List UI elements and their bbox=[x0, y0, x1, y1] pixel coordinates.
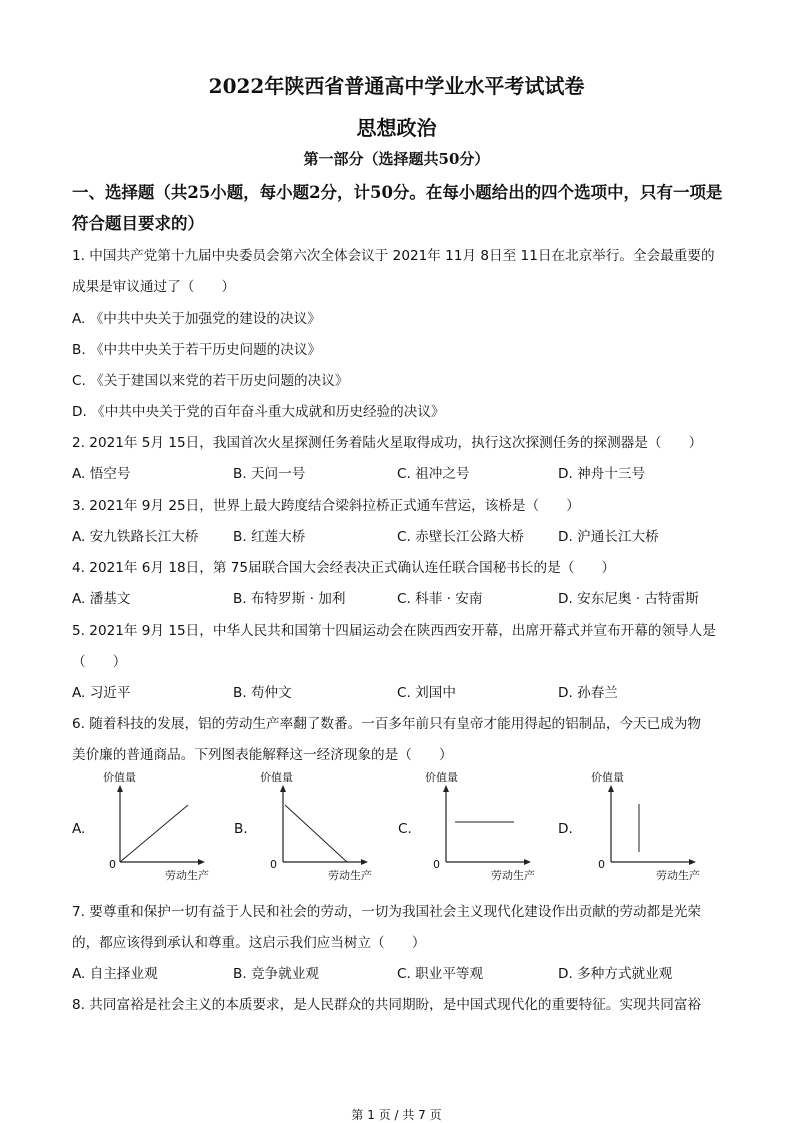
question-2-option-a: A. 悟空号 bbox=[72, 466, 131, 482]
x-axis-arrow-icon bbox=[524, 859, 531, 865]
exam-title: 2022年陕西省普通高中学业水平考试试卷 bbox=[208, 74, 585, 98]
question-3-option-c: C. 赤壁长江公路大桥 bbox=[397, 529, 524, 545]
x-axis-arrow-icon bbox=[198, 859, 205, 865]
section-heading: 一、选择题（共25小题，每小题2分，计50分。在每小题给出的四个选项中，只有一项是 bbox=[72, 183, 723, 202]
x-axis-arrow-icon bbox=[361, 859, 368, 865]
question-5-option-a: A. 习近平 bbox=[72, 685, 131, 701]
y-axis-label: 价值量 bbox=[425, 771, 458, 784]
question-6-option-c: C. bbox=[398, 821, 412, 837]
question-8-stem: 8. 共同富裕是社会主义的本质要求，是人民群众的共同期盼，是中国式现代化的重要特征。实现共同富裕 bbox=[72, 997, 702, 1013]
question-2-stem: 2. 2021年 5月 15日，我国首次火星探测任务着陆火星取得成功，执行这次探测任务的探测器是（ ） bbox=[72, 435, 703, 451]
question-7-option-b: B. 竞争就业观 bbox=[233, 966, 319, 982]
question-4-option-d: D. 安东尼奥 · 古特雷斯 bbox=[558, 591, 699, 607]
y-axis-arrow-icon bbox=[608, 785, 614, 792]
question-5-option-b: B. 苟仲文 bbox=[233, 685, 292, 701]
y-axis-label: 价值量 bbox=[103, 771, 136, 784]
question-5-stem-cont: （ ） bbox=[72, 654, 127, 670]
question-3-option-d: D. 沪通长江大桥 bbox=[558, 529, 659, 545]
question-1-option-d: D. 《中共中央关于党的百年奋斗重大成就和历史经验的决议》 bbox=[72, 404, 445, 420]
question-7-stem: 7. 要尊重和保护一切有益于人民和社会的劳动，一切为我国社会主义现代化建设作出贡献的劳动都是光荣 bbox=[72, 904, 702, 920]
question-4-option-b: B. 布特罗斯 · 加利 bbox=[233, 591, 346, 607]
y-axis-arrow-icon bbox=[117, 785, 123, 792]
question-3-stem: 3. 2021年 9月 25日，世界上最大跨度结合梁斜拉桥正式通车营运，该桥是（ ） bbox=[72, 498, 580, 514]
y-axis-label: 价值量 bbox=[591, 771, 624, 784]
question-5-option-c: C. 刘国中 bbox=[397, 685, 456, 701]
x-axis-label: 劳动生产 bbox=[328, 869, 372, 882]
y-axis-arrow-icon bbox=[443, 785, 449, 792]
section-heading-cont: 符合题目要求的） bbox=[72, 214, 204, 233]
question-1-option-c: C. 《关于建国以来党的若干历史问题的决议》 bbox=[72, 373, 349, 389]
question-7-stem-cont: 的，都应该得到承认和尊重。这启示我们应当树立（ ） bbox=[72, 935, 426, 951]
chart-b bbox=[260, 771, 418, 885]
chart-a bbox=[103, 771, 255, 885]
question-6-stem-cont: 美价廉的普通商品。下列图表能解释这一经济现象的是（ ） bbox=[72, 747, 453, 763]
subject-title: 思想政治 bbox=[356, 116, 437, 140]
origin-label: 0 bbox=[109, 858, 116, 871]
question-5-stem: 5. 2021年 9月 15日，中华人民共和国第十四届运动会在陕西西安开幕，出席开幕式并宣布开幕的领导人是 bbox=[72, 623, 716, 639]
y-axis-arrow-icon bbox=[280, 785, 286, 792]
chart-d bbox=[591, 771, 746, 885]
x-axis-label: 劳动生产 bbox=[165, 869, 209, 882]
question-1-stem-cont: 成果是审议通过了（ ） bbox=[72, 279, 236, 295]
origin-label: 0 bbox=[433, 858, 440, 871]
part-heading: 第一部分（选择题共50分） bbox=[303, 150, 490, 168]
page-number: 第 1 页 / 共 7 页 bbox=[351, 1108, 442, 1122]
question-7-option-d: D. 多种方式就业观 bbox=[558, 966, 673, 982]
question-4-option-a: A. 潘基文 bbox=[72, 591, 131, 607]
question-1-option-b: B. 《中共中央关于若干历史问题的决议》 bbox=[72, 342, 322, 358]
question-4-stem: 4. 2021年 6月 18日，第 75届联合国大会经表决正式确认连任联合国秘书长的是（ ） bbox=[72, 560, 616, 576]
question-2-option-c: C. 祖冲之号 bbox=[397, 466, 470, 482]
falling-line bbox=[285, 805, 347, 862]
rising-line bbox=[120, 805, 188, 862]
x-axis-label: 劳动生产 bbox=[491, 869, 535, 882]
question-1-stem: 1. 中国共产党第十九届中央委员会第六次全体会议于 2021年 11月 8日至 11日在北京举行。全会最重要的 bbox=[72, 248, 715, 264]
x-axis-label: 劳动生产 bbox=[656, 869, 700, 882]
question-5-option-d: D. 孙春兰 bbox=[558, 685, 618, 701]
question-3-option-b: B. 红莲大桥 bbox=[233, 529, 306, 545]
origin-label: 0 bbox=[598, 858, 605, 871]
question-7-option-a: A. 自主择业观 bbox=[72, 966, 158, 982]
question-6-option-b: B. bbox=[234, 821, 248, 837]
question-7-option-c: C. 职业平等观 bbox=[397, 966, 484, 982]
chart-c bbox=[425, 771, 581, 885]
y-axis-label: 价值量 bbox=[260, 771, 293, 784]
question-6-option-d: D. bbox=[558, 821, 573, 837]
question-3-option-a: A. 安九铁路长江大桥 bbox=[72, 529, 199, 545]
question-6-stem: 6. 随着科技的发展，铝的劳动生产率翻了数番。一百多年前只有皇帝才能用得起的铝制品，今天已成为物 bbox=[72, 716, 702, 732]
question-1-option-a: A. 《中共中央关于加强党的建设的决议》 bbox=[72, 311, 321, 327]
question-6-option-a: A. bbox=[72, 821, 86, 837]
question-4-option-c: C. 科菲 · 安南 bbox=[397, 591, 483, 607]
question-2-option-d: D. 神舟十三号 bbox=[558, 466, 646, 482]
origin-label: 0 bbox=[270, 858, 277, 871]
question-2-option-b: B. 天问一号 bbox=[233, 466, 306, 482]
x-axis-arrow-icon bbox=[689, 859, 696, 865]
